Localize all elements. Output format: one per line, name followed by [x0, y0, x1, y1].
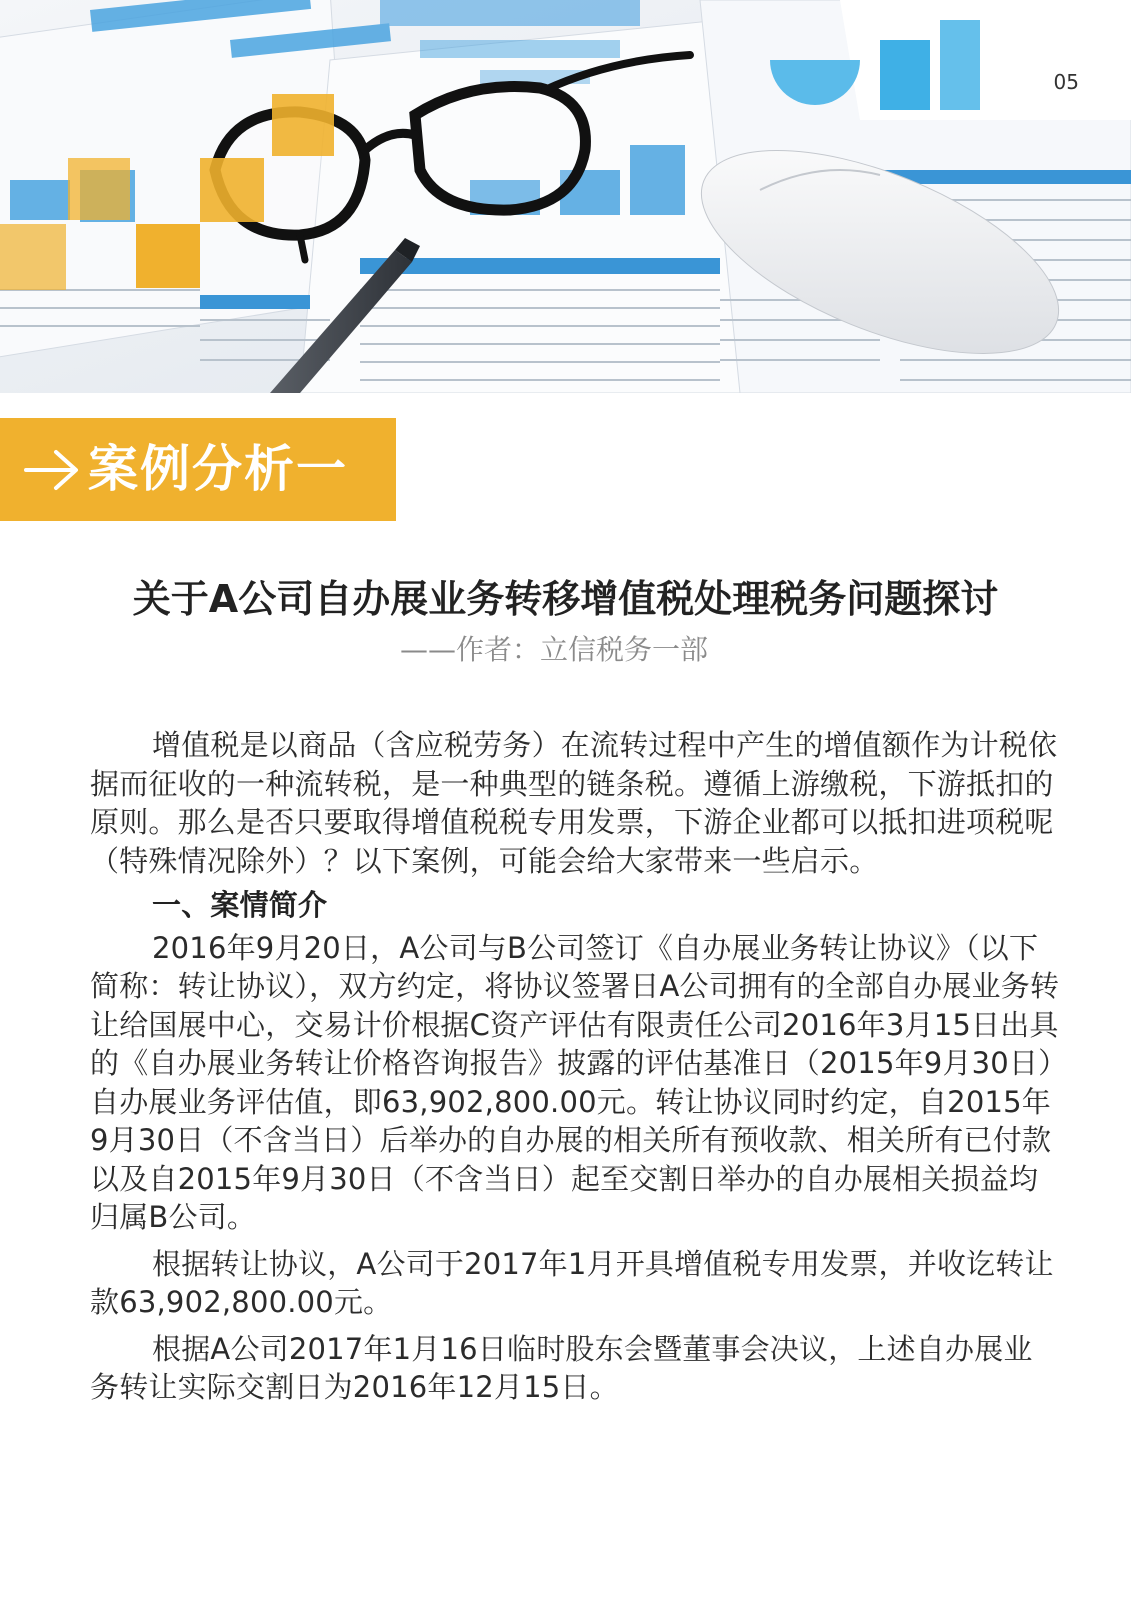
case-paragraph: 2016年9月20日，A公司与B公司签订《自办展业务转让协议》（以下简称：转让协议），双方约定，将协议签署日A公司拥有的全部自办展业务转让给国展中心，交易计价根据C资产评估有限责任公司2016年3月15日出具的《自办展业务转让价格咨询报告》披露的评估基准日（2015年9月30日）自办展业务评估值，即63,902,800.00元。转让协议同时约定，自2015年9月30日（不含当日）后举办的自办展的相关所有预收款、相关所有已付款以及自2015年9月30日（不含当日）起至交割日举办的自办展相关损益均归属B公司。 — [90, 930, 1060, 1234]
article-title: 关于A公司自办展业务转移增值税处理税务问题探讨 — [132, 577, 999, 621]
article-author: ——作者：立信税务一部 — [400, 633, 709, 666]
article-body — [90, 726, 1060, 1407]
section-title: 案例分析一 — [88, 440, 348, 498]
arrow-right-icon — [24, 448, 80, 492]
case-paragraph: 根据A公司2017年1月16日临时股东会暨董事会决议，上述自办展业务转让实际交割日为2016年12月15日。 — [90, 1331, 1033, 1404]
section-banner — [0, 418, 396, 521]
page-number: 05 — [1053, 70, 1079, 94]
header-photo — [0, 0, 1131, 393]
case-paragraph: 根据转让协议，A公司于2017年1月开具增值税专用发票，并收讫转让款63,902,800.00元。 — [90, 1246, 1054, 1319]
financial-documents-photo — [0, 0, 1131, 393]
section-heading: 一、案情简介 — [152, 888, 328, 922]
intro-paragraph: 增值税是以商品（含应税劳务）在流转过程中产生的增值额作为计税依据而征收的一种流转税，是一种典型的链条税。遵循上游缴税，下游抵扣的原则。那么是否只要取得增值税税专用发票，下游企业都可以抵扣进项税呢（特殊情况除外）？以下案例，可能会给大家带来一些启示。 — [90, 728, 1058, 878]
